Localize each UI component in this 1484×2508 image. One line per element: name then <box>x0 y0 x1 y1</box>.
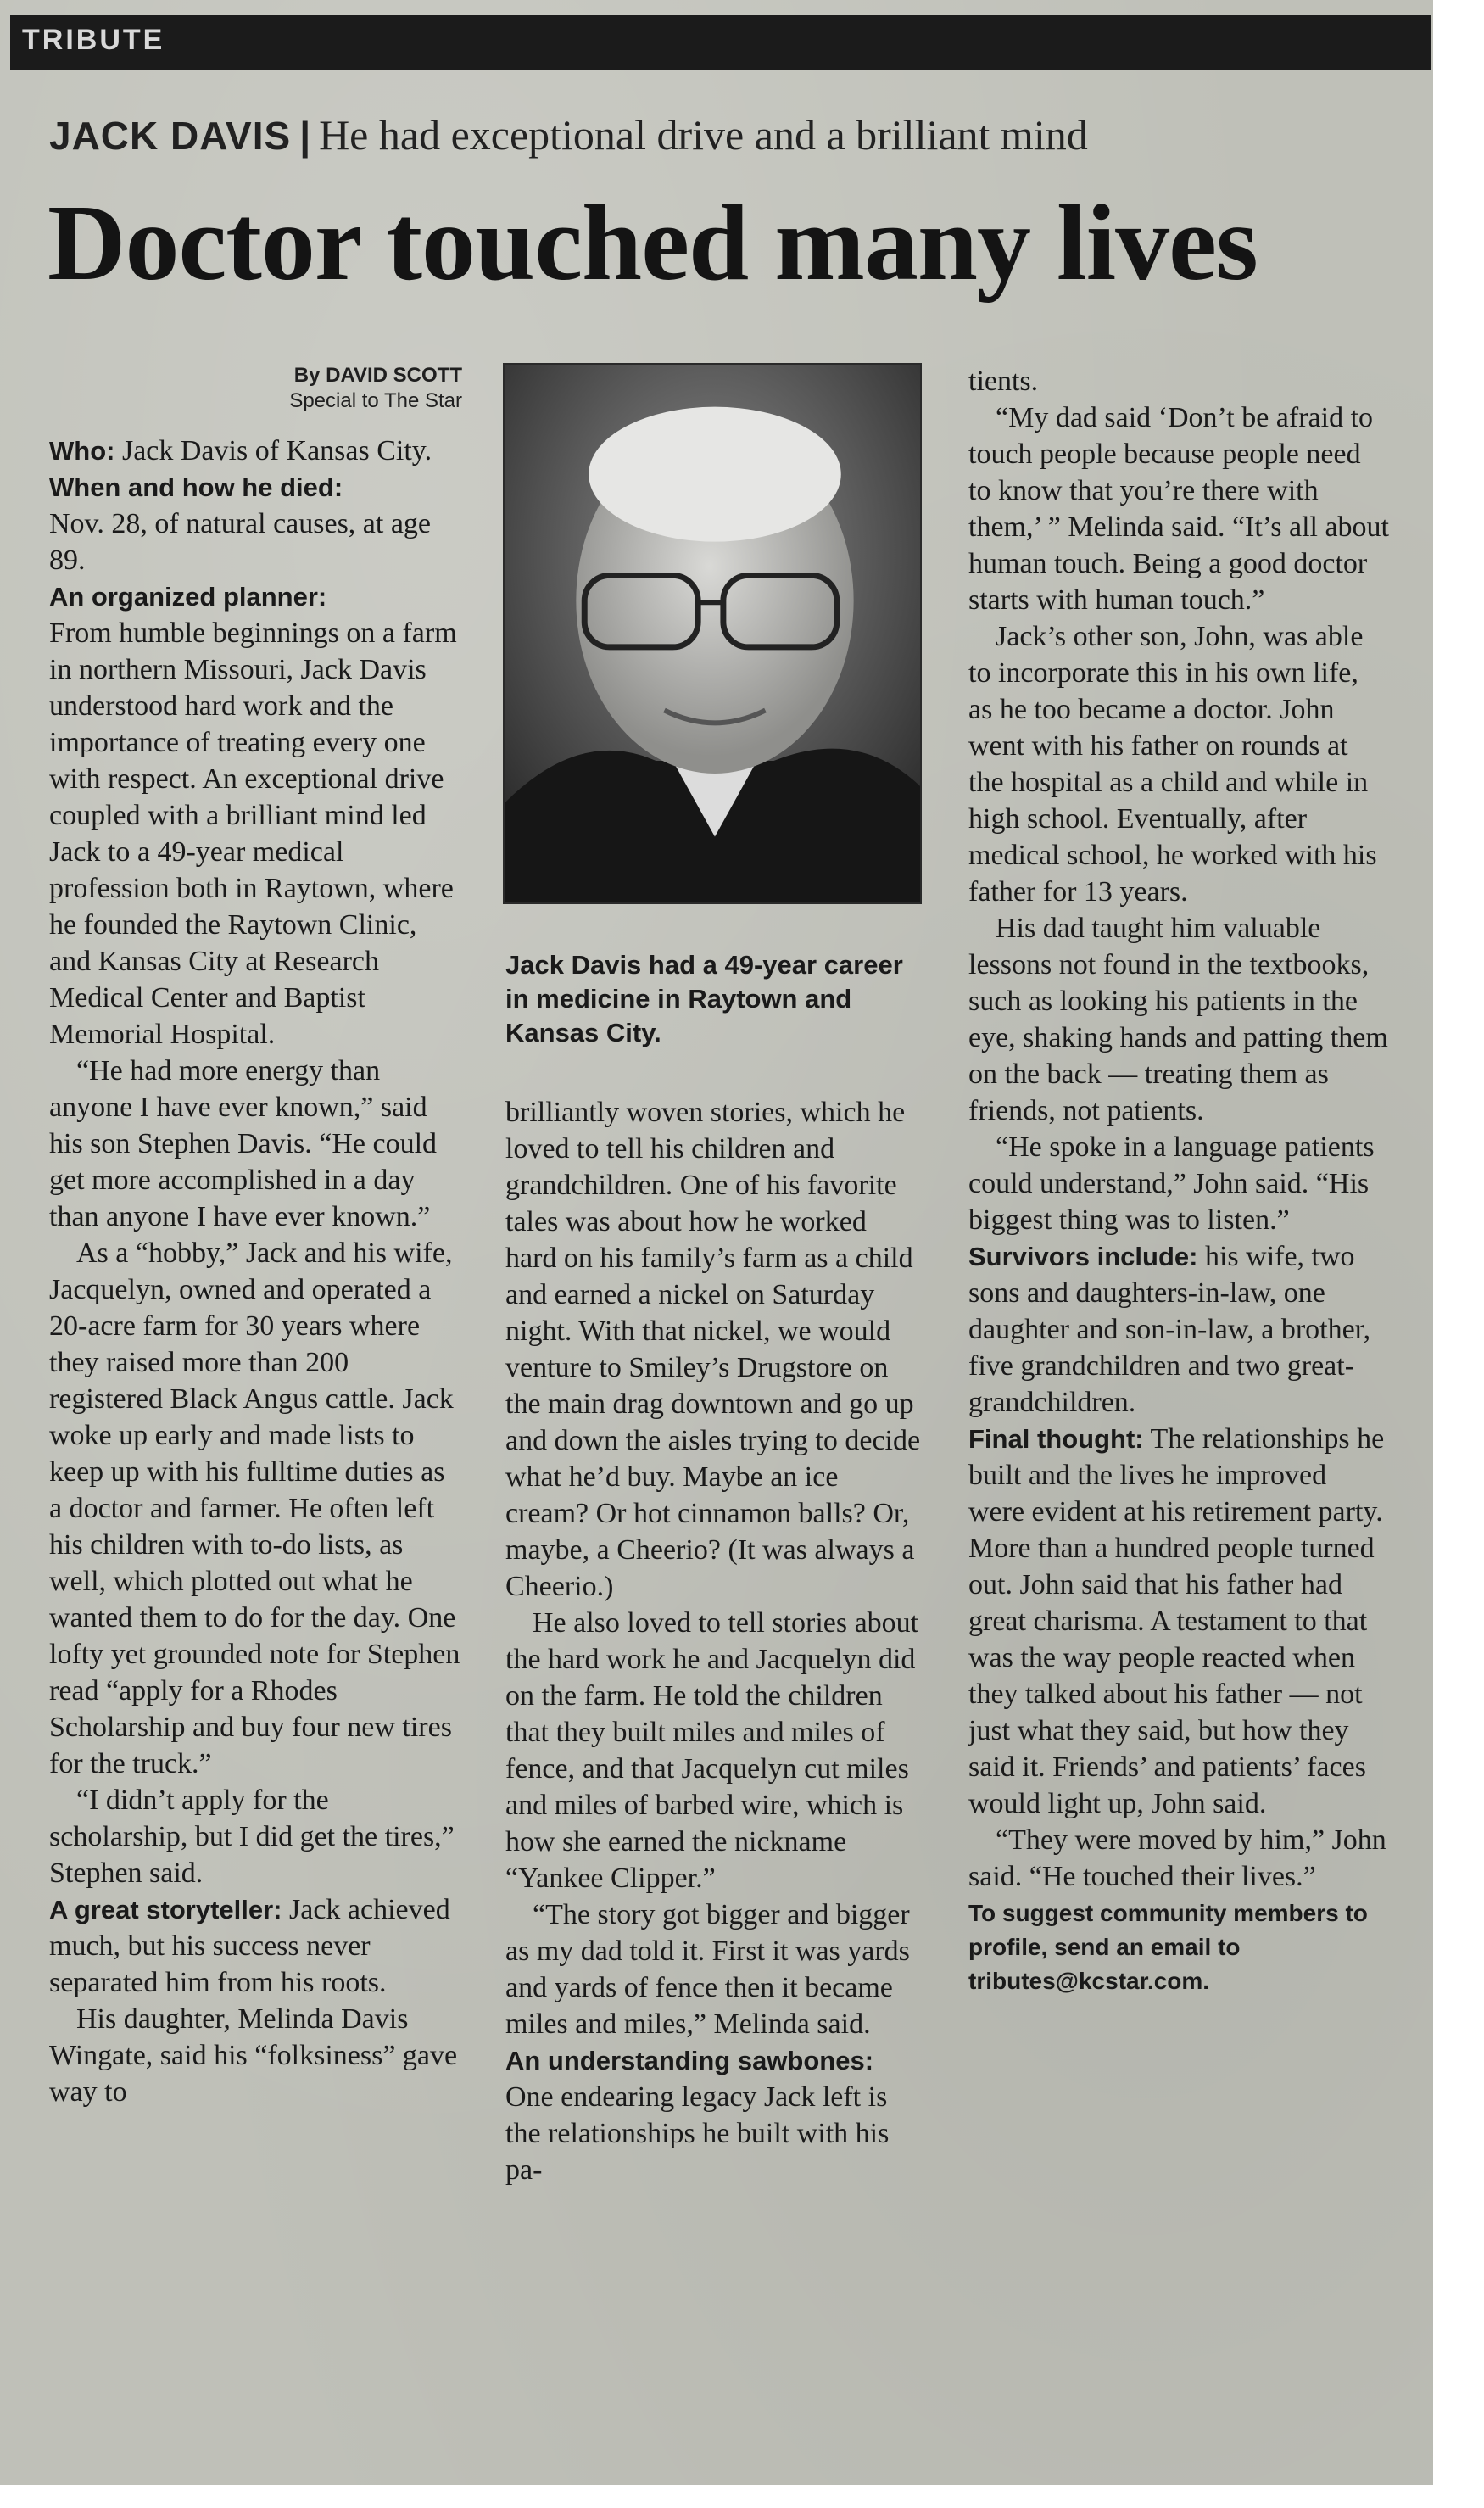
sawbones-paragraph <box>505 2042 921 2188</box>
section-band <box>10 15 1431 70</box>
touch-paragraph: “My dad said ‘Don’t be afraid to touch people because people need to know that you’re there with them,’ ” Melinda said. “It’s all about human touch. Being a good doctor starts with human touch.” <box>968 402 1390 616</box>
portrait-image <box>505 365 920 902</box>
daughter-paragraph: His daughter, Melinda Davis Wingate, said his “folksiness” gave way to <box>49 2003 458 2108</box>
survivors-lead: Survivors include: <box>968 1242 1198 1271</box>
article-column-1 <box>49 433 462 2110</box>
died-text: Nov. 28, of natural causes, at age 89. <box>49 508 432 576</box>
kicker <box>49 110 1088 159</box>
who-lead: Who: <box>49 436 115 466</box>
article-column-3 <box>968 363 1389 1998</box>
who-paragraph <box>49 433 462 469</box>
final-paragraph <box>968 1421 1389 1822</box>
planner-lead: An organized planner: <box>49 582 327 612</box>
article-column-2 <box>505 1094 921 2188</box>
sawbones-lead: An understanding sawbones: <box>505 2046 874 2075</box>
planner-text: From humble beginnings on a farm in northern Missouri, Jack Davis understood hard work and the importance of treating every one with respect. An exceptional drive coupled with a brilliant mind led Jack to a 49-year medical profession both in Raytown, where he founded the Raytown Clinic, and Kansas City at Research Medical Center and Baptist Memorial Hospital. <box>49 617 457 1050</box>
apply-paragraph: “I didn’t apply for the scholarship, but I did get the tires,” Stephen said. <box>49 1785 455 1889</box>
submission-footnote: To suggest community members to profile, send an email to tributes@kcstar.com. <box>968 1900 1368 1994</box>
died-lead: When and how he died: <box>49 472 343 502</box>
byline-author: By DAVID SCOTT <box>293 364 462 387</box>
survivors-text: his wife, two sons and daughters-in-law, one daughter and son-in-law, a brother, five grandchildren and two great-grandchildren. <box>968 1241 1371 1418</box>
kicker-name: JACK DAVIS <box>49 114 292 158</box>
final-lead: Final thought: <box>968 1424 1144 1454</box>
who-text: Jack Davis of Kansas City. <box>114 435 432 466</box>
photo-caption: Jack Davis had a 49-year career in medicine in Raytown and Kansas City. <box>505 950 903 1047</box>
sawbones-text: One endearing legacy Jack left is the relationships he built with his pa- <box>505 2081 890 2186</box>
john-paragraph: Jack’s other son, John, was able to incorporate this in his own life, as he too became a doctor. John went with his father on rounds at the hospital as a child and while in high school. Eventually, after medical school, he worked with his father for 13 years. <box>968 621 1377 908</box>
survivors-paragraph <box>968 1238 1389 1421</box>
kicker-separator: | <box>299 114 311 158</box>
stories-paragraph: He also loved to tell stories about the hard work he and Jacquelyn did on the farm. He told the children that they built miles and miles of fence, and that Jacquelyn cut miles and miles of barbed wire, which is how she earned the nickname “Yankee Clipper.” <box>505 1607 919 1894</box>
portrait-photo-icon <box>503 363 922 904</box>
lessons-paragraph: His dad taught him valuable lessons not found in the textbooks, such as looking his patients in the eye, shaking hands and patting them on the back — treating them as friends, not patients. <box>968 913 1388 1126</box>
language-paragraph: “He spoke in a language patients could understand,” John said. “His biggest thing was to listen.” <box>968 1131 1375 1236</box>
hobby-paragraph: As a “hobby,” Jack and his wife, Jacquelyn, owned and operated a 20-acre farm for 30 years where they raised more than 200 registered Black Angus cattle. Jack woke up early and made lists to keep up with his fulltime duties as a doctor and farmer. He often left his children with to-do lists, as well, which plotted out what he wanted them to do for the day. One lofty yet grounded note for Stephen read “apply for a Rhodes Scholarship and buy four new tires for the truck.” <box>49 1237 460 1779</box>
storyteller-text: Jack achieved much, but his success never separated him from his roots. <box>49 1894 450 1998</box>
byline <box>170 363 462 414</box>
tients-paragraph: tients. <box>968 366 1039 397</box>
energy-paragraph: “He had more energy than anyone I have ever known,” said his son Stephen Davis. “He could get more accomplished in a day than anyone I have ever known.” <box>49 1055 438 1232</box>
bigger-paragraph: “The story got bigger and bigger as my dad told it. First it was yards and yards of fence then it became miles and miles,” Melinda said. <box>505 1899 910 2040</box>
kicker-deck: He had exceptional drive and a brilliant mind <box>319 111 1088 159</box>
final-text: The relationships he built and the lives he improved were evident at his retirement party. More than a hundred people turned out. John said that his father had great charisma. A testament to that was the way people reacted when they talked about his father — not just what they said, but how they said it. Friends’ and patients’ faces would light up, John said. <box>968 1423 1385 1819</box>
moved-paragraph: “They were moved by him,” John said. “He touched their lives.” <box>968 1824 1386 1892</box>
section-label: TRIBUTE <box>22 24 165 56</box>
headline: Doctor touched many lives <box>47 182 1258 303</box>
storyteller-paragraph <box>49 1891 462 2001</box>
storyteller-lead: A great storyteller: <box>49 1895 282 1924</box>
woven-paragraph: brilliantly woven stories, which he loved to tell his children and grandchildren. One of his favorite tales was about how he worked hard on his family’s farm as a child and earned a nickel on Saturday night. With that nickel, we would venture to Smiley’s Drugstore on the main drag downtown and go up and down the aisles trying to decide what he’d buy. Maybe an ice cream? Or hot cinnamon balls? Or, maybe, a Cheerio? (It was always a Cheerio.) <box>505 1097 921 1602</box>
page-margin <box>1433 0 1484 2508</box>
byline-role: Special to The Star <box>289 389 462 412</box>
